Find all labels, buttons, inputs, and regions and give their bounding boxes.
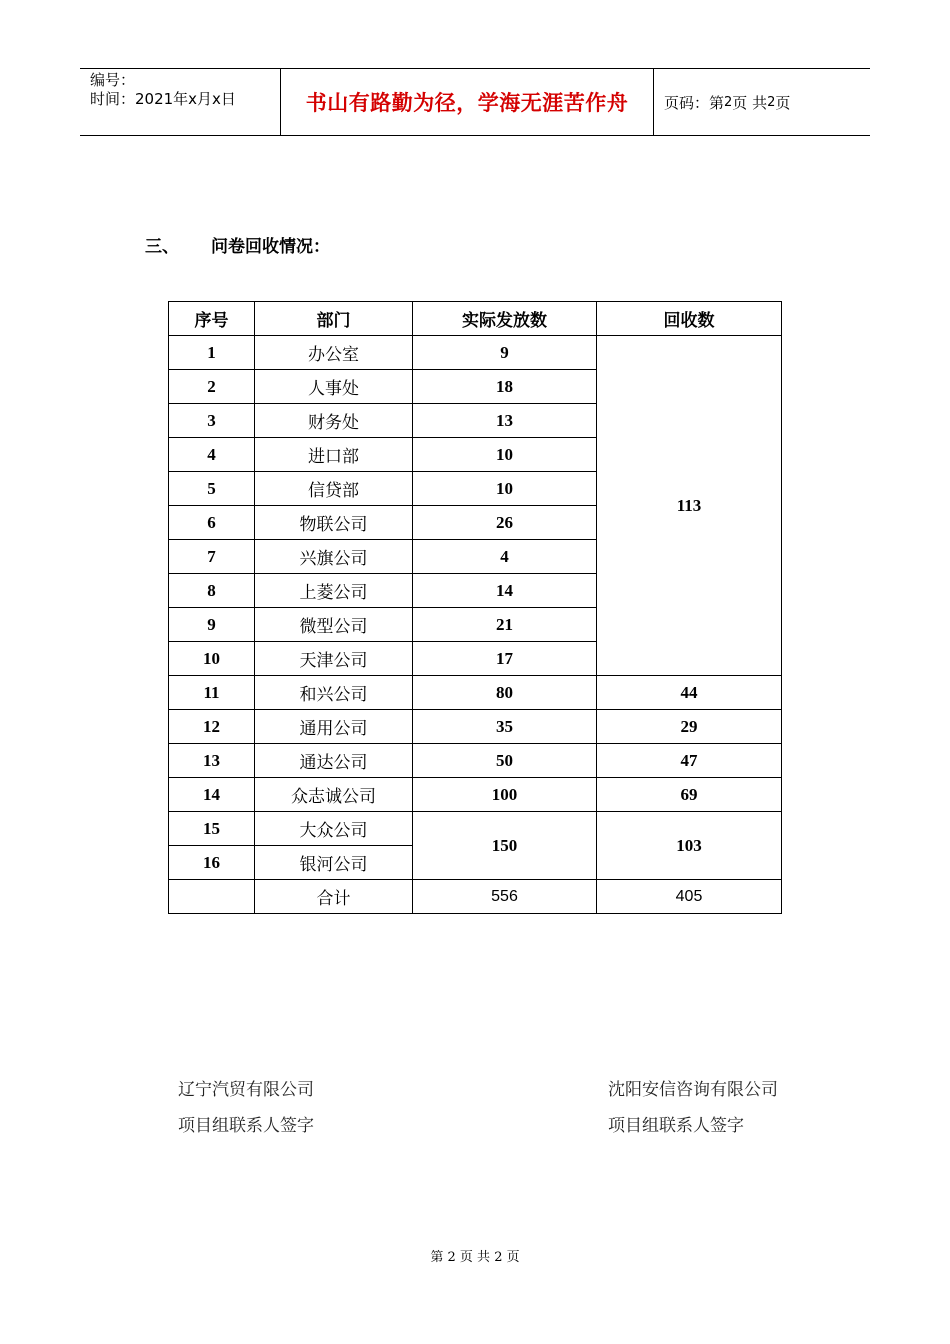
issued-count: 18 (413, 370, 597, 404)
row-number: 14 (169, 778, 255, 812)
department: 和兴公司 (255, 676, 413, 710)
returned-count: 47 (597, 744, 782, 778)
issued-count: 21 (413, 608, 597, 642)
returned-count: 29 (597, 710, 782, 744)
department: 物联公司 (255, 506, 413, 540)
row-number: 7 (169, 540, 255, 574)
row-number: 15 (169, 812, 255, 846)
page-footer: 第 2 页 共 2 页 (430, 1250, 520, 1265)
row-number: 10 (169, 642, 255, 676)
total-returned: 405 (597, 880, 782, 914)
total-label: 合计 (255, 880, 413, 914)
table-row (169, 336, 782, 370)
signature-left (178, 1072, 314, 1144)
issued-count: 80 (413, 676, 597, 710)
row-number: 9 (169, 608, 255, 642)
issued-count: 26 (413, 506, 597, 540)
issued-count: 13 (413, 404, 597, 438)
table-row (169, 676, 782, 710)
issued-count: 9 (413, 336, 597, 370)
department: 微型公司 (255, 608, 413, 642)
table-row (169, 744, 782, 778)
doc-number-label: 编号： (90, 71, 136, 89)
right-company: 沈阳安信咨询有限公司 (608, 1080, 778, 1100)
section-number: 三、 (145, 237, 179, 257)
department: 通用公司 (255, 710, 413, 744)
signature-right (608, 1072, 778, 1144)
right-sign-label: 项目组联系人签字 (608, 1116, 744, 1136)
table-row (169, 710, 782, 744)
page-total: 2 (767, 94, 776, 110)
issued-count: 35 (413, 710, 597, 744)
table-header-row (169, 302, 782, 336)
department: 银河公司 (255, 846, 413, 880)
returned-count: 69 (597, 778, 782, 812)
header-cell: 回收数 (597, 302, 782, 336)
department: 大众公司 (255, 812, 413, 846)
returned-count-merged: 103 (597, 812, 782, 880)
department: 天津公司 (255, 642, 413, 676)
department: 人事处 (255, 370, 413, 404)
header-motto: 书山有路勤为径，学海无涯苦作舟 (305, 90, 629, 115)
total-empty-cell (169, 880, 255, 914)
returned-count: 44 (597, 676, 782, 710)
department: 财务处 (255, 404, 413, 438)
table-total-row (169, 880, 782, 914)
header-cell: 部门 (255, 302, 413, 336)
page-mid: 页 共 (732, 93, 768, 112)
department: 通达公司 (255, 744, 413, 778)
row-number: 8 (169, 574, 255, 608)
header-motto-cell (281, 69, 654, 135)
doc-time-label: 时间：2021年x月x日 (90, 90, 236, 108)
department: 上菱公司 (255, 574, 413, 608)
department: 兴旗公司 (255, 540, 413, 574)
total-issued: 556 (413, 880, 597, 914)
department: 办公室 (255, 336, 413, 370)
issued-count: 10 (413, 472, 597, 506)
row-number: 3 (169, 404, 255, 438)
issued-count: 4 (413, 540, 597, 574)
left-sign-label: 项目组联系人签字 (178, 1116, 314, 1136)
row-number: 16 (169, 846, 255, 880)
page-current: 2 (724, 94, 733, 110)
header-page-info (654, 69, 870, 135)
department: 进口部 (255, 438, 413, 472)
issued-count-merged: 150 (413, 812, 597, 880)
row-number: 4 (169, 438, 255, 472)
page-header (80, 68, 870, 136)
table-row (169, 812, 782, 846)
row-number: 13 (169, 744, 255, 778)
department: 信贷部 (255, 472, 413, 506)
section-title: 问卷回收情况： (211, 237, 330, 257)
page-label: 页码：第 (664, 93, 725, 112)
returned-count-merged: 113 (597, 336, 782, 676)
left-company: 辽宁汽贸有限公司 (178, 1080, 314, 1100)
row-number: 1 (169, 336, 255, 370)
department: 众志诚公司 (255, 778, 413, 812)
issued-count: 50 (413, 744, 597, 778)
row-number: 6 (169, 506, 255, 540)
issued-count: 17 (413, 642, 597, 676)
issued-count: 14 (413, 574, 597, 608)
row-number: 5 (169, 472, 255, 506)
section-heading (145, 232, 330, 257)
row-number: 2 (169, 370, 255, 404)
header-cell: 序号 (169, 302, 255, 336)
issued-count: 100 (413, 778, 597, 812)
header-info (80, 69, 281, 135)
page-end: 页 (775, 93, 791, 112)
row-number: 12 (169, 710, 255, 744)
header-cell: 实际发放数 (413, 302, 597, 336)
issued-count: 10 (413, 438, 597, 472)
row-number: 11 (169, 676, 255, 710)
table-row (169, 778, 782, 812)
survey-table (168, 301, 782, 914)
